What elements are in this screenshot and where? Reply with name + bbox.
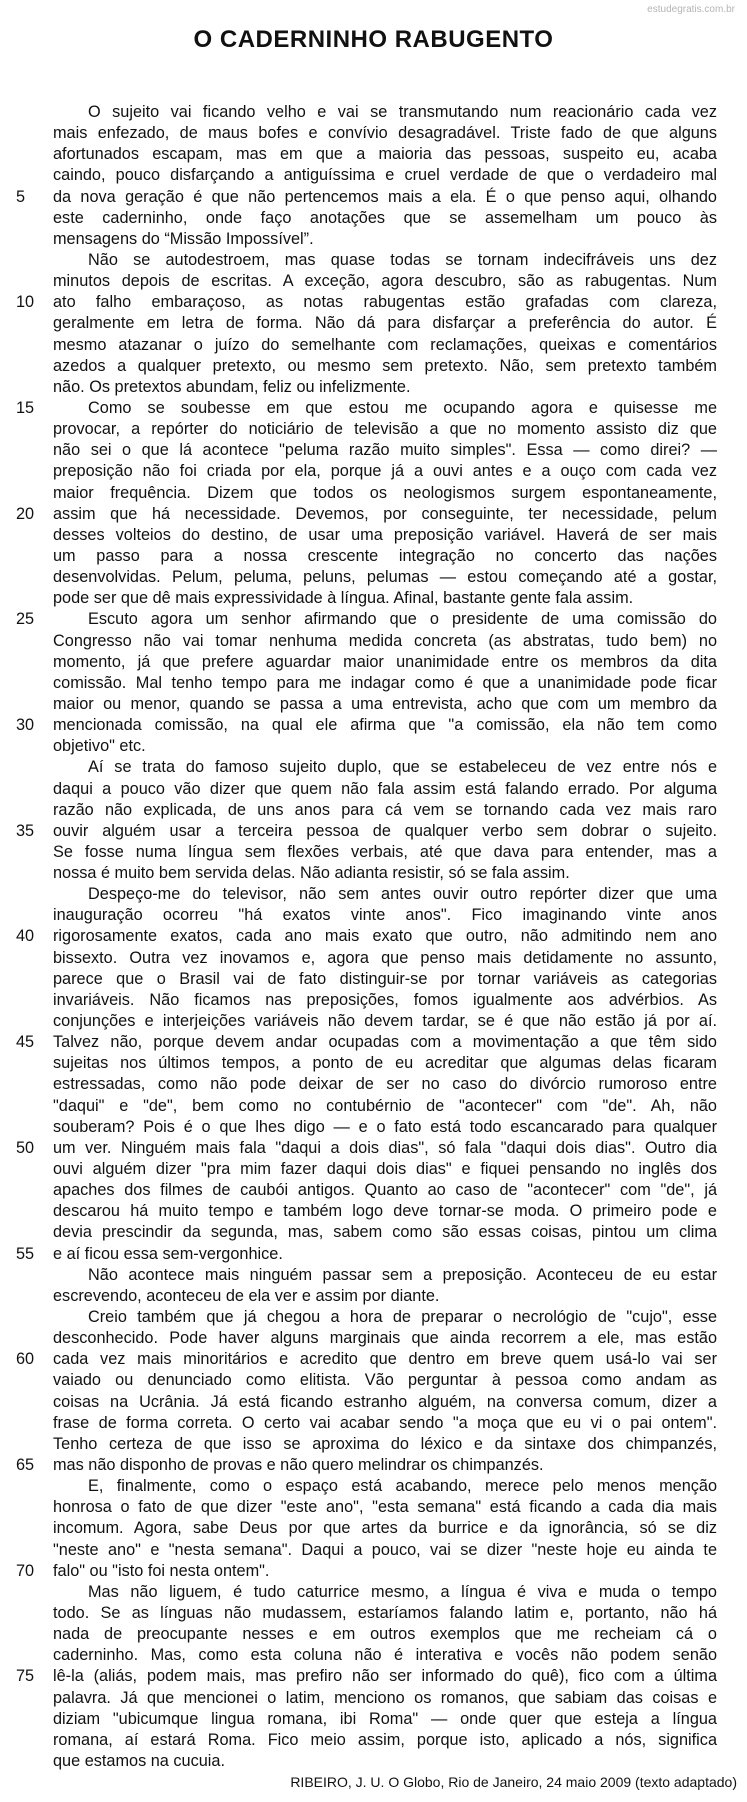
line-text: um ver. Ninguém mais fala "daqui a dois dias", só fala "daqui dois dias". Outro dia — [53, 1138, 717, 1157]
text-line — [0, 1540, 747, 1561]
line-number: 10 — [16, 293, 35, 312]
text-line — [0, 631, 747, 652]
line-text: frase de forma correta. O certo vai acabar sendo "a moça que eu vi o pai ontem". — [53, 1413, 717, 1432]
line-text: sujeitas nos últimos tempos, a ponto de eu acreditar que algumas delas ficaram — [53, 1054, 717, 1073]
line-text: Não acontece mais ninguém passar sem a preposição. Aconteceu de eu estar — [88, 1265, 717, 1284]
line-text: nossa é muito bem servida delas. Não adianta resistir, só se fala assim. — [53, 864, 570, 883]
line-text: mesmo atazanar o juízo do semelhante com reclamações, queixas e comentários — [53, 335, 717, 354]
line-text: desconhecido. Pode haver alguns marginais que ainda recorrem a ele, mas estão — [53, 1329, 717, 1348]
text-line — [0, 187, 747, 208]
line-text: geralmente em letra de forma. Não dá para disfarçar a preferência do autor. É — [53, 314, 717, 333]
text-line — [0, 1349, 747, 1370]
text-line — [0, 356, 747, 377]
line-text: minutos depois de escritas. A exceção, agora descubro, são as rabugentas. Num — [53, 272, 717, 291]
line-text: desses volteios do destino, de usar uma preposição variável. Haverá de ser mais — [53, 525, 717, 544]
page-title: O CADERNINHO RABUGENTO — [193, 26, 554, 53]
text-line — [0, 673, 747, 694]
line-text: mas não disponho de provas e não quero melindrar os chimpanzés. — [53, 1456, 544, 1474]
text-line — [0, 948, 747, 969]
line-text: cada vez mais minoritários e acredito que dentro em breve quem usá-lo vai ser — [53, 1350, 717, 1369]
text-line — [0, 292, 747, 313]
text-line — [0, 842, 747, 863]
line-text: caindo, pouco disfarçando a antiguíssima e cruel verdade de que o verdadeiro mal — [53, 166, 717, 185]
line-text: Como se soubesse em que estou me ocupando agora e quisesse me — [88, 398, 717, 417]
line-text: estressadas, como não pode deixar de ser no caso do divórcio rumoroso entre — [53, 1075, 717, 1094]
text-line — [0, 1096, 747, 1117]
line-text: bissexto. Outra vez inovamos e, agora que penso mais detidamente no assunto, — [53, 948, 717, 967]
line-text: descarou há muito tempo e também logo deve tornar-se moda. O primeiro pode e — [53, 1202, 717, 1221]
text-line — [0, 715, 747, 736]
line-text: não sei o que lá acontece "peluma razão muito simples". Essa — como direi? — — [53, 441, 717, 460]
line-text: afortunados escapam, mas em que a maioria das pessoas, suspeito eu, acaba — [53, 145, 717, 164]
line-text: Escuto agora um senhor afirmando que o presidente de uma comissão do — [88, 610, 717, 629]
line-number: 50 — [16, 1138, 35, 1157]
text-line — [0, 1582, 747, 1603]
line-text: desenvolvidas. Pelum, peluma, peluns, pelumas — estou começando até a gostar, — [53, 568, 717, 587]
text-line — [0, 504, 747, 525]
text-line — [0, 1455, 747, 1476]
text-line — [0, 757, 747, 778]
line-text: palavra. Já que mencionei o latim, menciono os romanos, que sabiam das coisas e — [53, 1688, 717, 1707]
line-text: O sujeito vai ficando velho e vai se transmutando num reacionário cada vez — [88, 103, 717, 121]
line-text: ato falho embaraçoso, as notas rabugentas estão grafadas com clareza, — [53, 293, 717, 312]
text-line — [0, 1751, 747, 1772]
line-text: que estamos na cucuia. — [53, 1751, 225, 1770]
line-text: da nova geração é que não pertencemos mais a ela. É o que penso aqui, olhando — [53, 187, 717, 206]
text-line — [0, 1561, 747, 1582]
text-line — [0, 1307, 747, 1328]
line-number: 25 — [16, 610, 35, 629]
line-text: um passo para a nossa crescente integração no concerto das nações — [53, 546, 717, 565]
line-text: azedos a qualquer pretexto, ou mesmo sem pretexto. Não, sem pretexto também — [53, 356, 717, 375]
text-line — [0, 377, 747, 398]
text-line — [0, 652, 747, 673]
line-text: incomum. Agora, sabe Deus por que artes da burrice e da ignorância, só se diz — [53, 1519, 717, 1538]
line-text: Congresso não vai tomar nenhuma medida concreta (as abstratas, tudo bem) no — [53, 631, 717, 650]
text-line — [0, 821, 747, 842]
text-line — [0, 1603, 747, 1624]
text-line — [0, 1117, 747, 1138]
line-text: lê-la (aliás, podem mais, mas prefiro não ser informado do quê), fico com a última — [53, 1667, 717, 1686]
line-text: Talvez não, porque devem andar ocupadas com a movimentação a que têm sido — [53, 1033, 717, 1052]
line-text: e aí ficou essa sem-vergonhice. — [53, 1244, 283, 1263]
line-text: conjunções e interjeições variáveis não devem tardar, se é que não estão já por aí. — [53, 1012, 717, 1031]
text-line — [0, 271, 747, 292]
text-line — [0, 1286, 747, 1307]
text-line — [0, 419, 747, 440]
text-line — [0, 1370, 747, 1391]
line-text: romana, aí estará Roma. Fico meio assim, porque isto, aplicado a nós, significa — [53, 1730, 717, 1749]
line-text: invariáveis. Não ficamos nas preposições, fomos igualmente aos advérbios. As — [53, 990, 717, 1009]
line-text: Se fosse numa língua sem flexões verbais, até que dava para entender, mas a — [53, 842, 717, 861]
text-line — [0, 1497, 747, 1518]
line-text: mencionada comissão, na qual ele afirma que "a comissão, ela não tem como — [53, 716, 717, 735]
line-text: provocar, a repórter do noticiário de televisão a que no momento assisto diz que — [53, 420, 717, 439]
text-line — [0, 1201, 747, 1222]
text-line — [0, 1265, 747, 1286]
line-text: preposição não foi criada por ela, porque já a ouvi antes e a ouço com cada vez — [53, 462, 717, 481]
text-line — [0, 1624, 747, 1645]
line-text: honrosa o fato de que dizer "este ano", "esta semana" está ficando a cada dia mais — [53, 1498, 717, 1517]
text-line — [0, 483, 747, 504]
text-line — [0, 800, 747, 821]
text-line — [0, 1074, 747, 1095]
text-line — [0, 335, 747, 356]
text-line — [0, 144, 747, 165]
text-line — [0, 1392, 747, 1413]
line-text: assim que há necessidade. Devemos, por conseguinte, ter necessidade, pelum — [53, 504, 717, 523]
text-line — [0, 165, 747, 186]
line-text: devia prescindir da segunda, mas, sabem como são essas coisas, pintou um clima — [53, 1223, 717, 1242]
line-text: maior ou menor, quando se passa a uma entrevista, acho que com um membro da — [53, 694, 717, 713]
text-line — [0, 1413, 747, 1434]
text-line — [0, 884, 747, 905]
text-line — [0, 229, 747, 250]
text-line — [0, 609, 747, 630]
article-body — [0, 102, 747, 1772]
text-line — [0, 694, 747, 715]
text-line — [0, 1244, 747, 1265]
text-line — [0, 123, 747, 144]
text-line — [0, 313, 747, 334]
text-line — [0, 567, 747, 588]
line-text: apaches dos filmes de caubói antigos. Quanto ao caso de "acontecer" com "de", já — [53, 1181, 717, 1200]
line-number: 65 — [16, 1456, 35, 1474]
text-line — [0, 398, 747, 419]
text-line — [0, 525, 747, 546]
text-line — [0, 926, 747, 947]
line-text: "daqui" e "de", bem como no contubérnio de "acontecer" com "de". Ah, não — [53, 1096, 717, 1115]
text-line — [0, 208, 747, 229]
line-text: vaiado ou denunciado como elitista. Vão perguntar à pessoa como andam as — [53, 1371, 717, 1390]
text-line — [0, 1518, 747, 1539]
line-text: razão não explicada, de uns anos para cá vem se tornando cada vez mais raro — [53, 800, 717, 819]
text-line — [0, 1476, 747, 1497]
line-text: Mas não liguem, é tudo caturrice mesmo, a língua é viva e muda o tempo — [88, 1582, 717, 1601]
line-text: caderninho. Mas, como esta coluna não é interativa e vocês não podem senão — [53, 1646, 717, 1665]
line-text: E, finalmente, como o espaço está acabando, merece pelo menos menção — [88, 1477, 717, 1496]
line-text: pode ser que dê mais expressividade à língua. Afinal, bastante gente fala assim. — [53, 589, 634, 608]
text-line — [0, 863, 747, 884]
text-line — [0, 461, 747, 482]
line-text: escrevendo, aconteceu de ela ver e assim por diante. — [53, 1286, 440, 1305]
line-text: mais enfezado, de maus bofes e convívio desagradável. Triste fado de que alguns — [53, 124, 717, 143]
line-text: ouvi alguém dizer "pra mim fazer daqui dois dias" e fiquei pensando no inglês dos — [53, 1160, 717, 1179]
text-line — [0, 440, 747, 461]
text-line — [0, 1666, 747, 1687]
line-text: Não se autodestroem, mas quase todas se tornam indecifráveis uns dez — [88, 250, 717, 269]
text-line — [0, 1011, 747, 1032]
text-line — [0, 990, 747, 1011]
site-watermark: estudegratis.com.br — [647, 4, 735, 15]
line-text: momento, já que prefere aguardar maior unanimidade entre os membros da dita — [53, 652, 717, 671]
line-text: não. Os pretextos abundam, feliz ou infelizmente. — [53, 377, 411, 396]
line-text: ouvir alguém usar a terceira pessoa de qualquer verbo sem dobrar o sujeito. — [53, 821, 717, 840]
line-text: "neste ano" e "nesta semana". Daqui a pouco, vai se dizer "neste hoje eu ainda te — [53, 1540, 717, 1559]
text-line — [0, 1688, 747, 1709]
line-text: coisas na Ucrânia. Já está ficando estranho alguém, na conversa comum, dizer a — [53, 1392, 717, 1411]
line-number: 45 — [16, 1033, 35, 1052]
line-text: Aí se trata do famoso sujeito duplo, que se estabeleceu de vez entre nós e — [88, 758, 717, 777]
text-line — [0, 1328, 747, 1349]
line-number: 70 — [16, 1561, 35, 1580]
line-text: inauguração ocorreu "há exatos vinte anos". Fico imaginando vinte anos — [53, 906, 717, 925]
line-text: daqui a pouco vão dizer que quem não fala assim está falando errado. Por alguma — [53, 779, 717, 798]
line-number: 5 — [16, 187, 26, 206]
line-text: falo" ou "isto foi nesta ontem". — [53, 1561, 270, 1580]
text-line — [0, 588, 747, 609]
line-number: 75 — [16, 1667, 35, 1686]
line-text: mensagens do “Missão Impossível”. — [53, 229, 314, 248]
text-line — [0, 779, 747, 800]
line-text: todo. Se as línguas não mudassem, estaríamos falando latim e, portanto, não há — [53, 1603, 717, 1622]
text-line — [0, 1645, 747, 1666]
text-line — [0, 546, 747, 567]
text-line — [0, 1138, 747, 1159]
line-number: 55 — [16, 1244, 35, 1263]
line-text: objetivo" etc. — [53, 737, 146, 756]
text-line — [0, 102, 747, 123]
source-citation: RIBEIRO, J. U. O Globo, Rio de Janeiro, 24 maio 2009 (texto adaptado) — [290, 1774, 737, 1790]
line-text: Despeço-me do televisor, não sem antes ouvir outro repórter dizer que uma — [88, 885, 717, 904]
line-text: souberam? Pois é o que lhes digo — e o fato está todo escancarado para qualquer — [53, 1117, 717, 1136]
line-text: nada de preocupante nesses e em outros exemplos que me recheiam cá o — [53, 1625, 717, 1644]
line-text: rigorosamente exatos, cada ano mais exato que outro, não admitindo nem ano — [53, 927, 717, 946]
line-number: 40 — [16, 927, 35, 946]
text-line — [0, 1159, 747, 1180]
text-line — [0, 1180, 747, 1201]
line-number: 15 — [16, 398, 35, 417]
line-text: comissão. Mal tenho tempo para me indagar como é que a unanimidade pode ficar — [53, 673, 717, 692]
text-line — [0, 1032, 747, 1053]
text-line — [0, 250, 747, 271]
text-line — [0, 1709, 747, 1730]
line-text: maior frequência. Dizem que todos os neologismos surgem espontaneamente, — [53, 483, 717, 502]
line-number: 35 — [16, 821, 35, 840]
text-line — [0, 1730, 747, 1751]
text-line — [0, 1222, 747, 1243]
line-number: 30 — [16, 716, 35, 735]
text-line — [0, 905, 747, 926]
text-line — [0, 736, 747, 757]
line-text: parece que o Brasil vai de fato distinguir-se por tornar variáveis as categorias — [53, 969, 717, 988]
line-text: Creio também que já chegou a hora de preparar o necrológio de "cujo", esse — [88, 1308, 717, 1327]
text-line — [0, 969, 747, 990]
line-number: 60 — [16, 1350, 35, 1369]
line-text: Tenho certeza de que isso se aproxima do léxico e da sintaxe dos chimpanzés, — [53, 1434, 717, 1453]
line-text: diziam "ubicumque lingua romana, ibi Roma" — onde quer que esteja a língua — [53, 1709, 717, 1728]
text-line — [0, 1434, 747, 1455]
line-number: 20 — [16, 504, 35, 523]
text-line — [0, 1053, 747, 1074]
line-text: este caderninho, onde faço anotações que se assemelham um pouco às — [53, 208, 717, 227]
